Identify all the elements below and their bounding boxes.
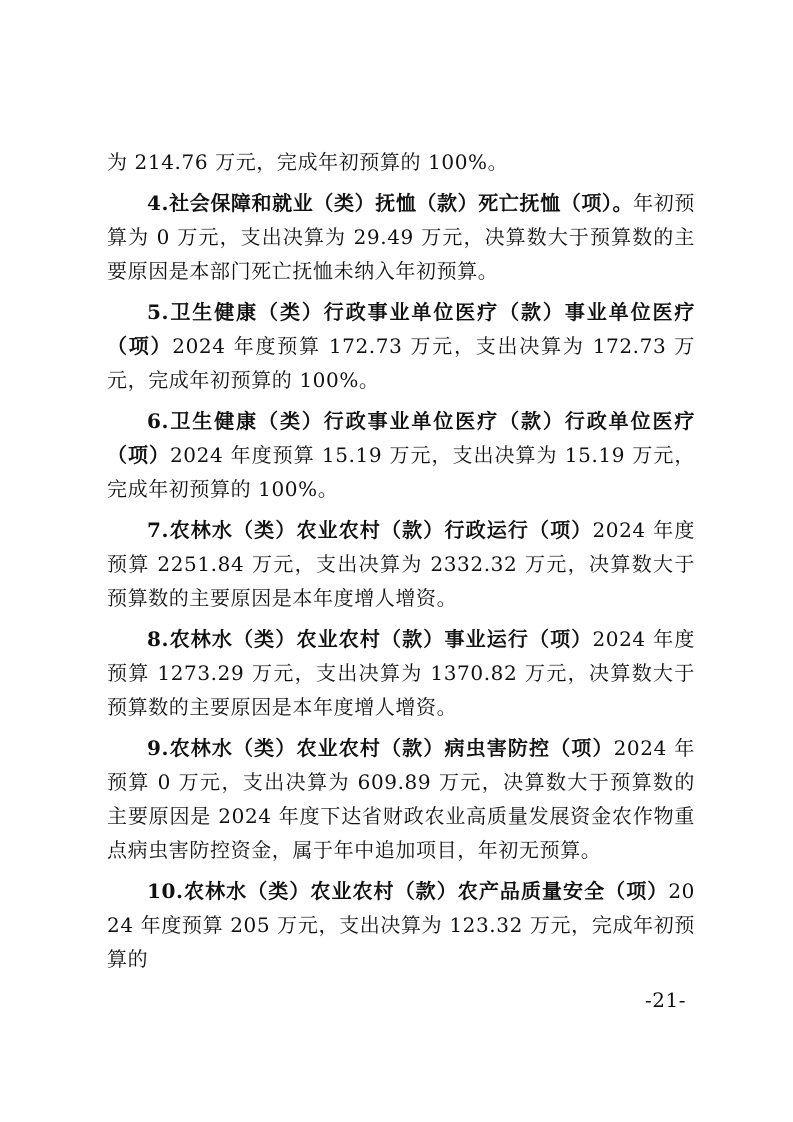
document-body — [107, 145, 695, 983]
paragraph-item-9 — [107, 731, 695, 867]
paragraph-heading: 7.农林水（类）农业农村（款）行政运行（项） — [147, 518, 593, 542]
paragraph-item-8 — [107, 622, 695, 724]
paragraph-text: 2024 年度预算 1273.29 万元，支出决算为 1370.82 万元，决算数大于预算数的主要原因是本年度增人增资。 — [107, 627, 695, 719]
paragraph-continuation — [107, 145, 695, 179]
paragraph-text: 2024 年预算 0 万元，支出决算为 609.89 万元，决算数大于预算数的主要原因是 2024 年度下达省财政农业高质量发展资金农作物重点病虫害防控资金，属于年中追加项目，年初无预算。 — [107, 736, 695, 862]
paragraph-item-6 — [107, 404, 695, 506]
paragraph-text: 2024 年度预算 15.19 万元，支出决算为 15.19 万元，完成年初预算的 100%。 — [107, 443, 695, 501]
paragraph-heading: 5.卫生健康（类）行政事业单位医疗（款）事业单位医疗（项） — [107, 300, 695, 358]
paragraph-text: 为 214.76 万元，完成年初预算的 100%。 — [107, 150, 509, 174]
paragraph-item-7 — [107, 513, 695, 615]
paragraph-heading: 10.农林水（类）农业农村（款）农产品质量安全（项） — [147, 879, 669, 903]
paragraph-heading: 4.社会保障和就业（类）抚恤（款）死亡抚恤（项）。 — [147, 191, 634, 215]
paragraph-item-4 — [107, 186, 695, 288]
paragraph-text: 2024 年度预算 2251.84 万元，支出决算为 2332.32 万元，决算数大于预算数的主要原因是本年度增人增资。 — [107, 518, 695, 610]
paragraph-heading: 6.卫生健康（类）行政事业单位医疗（款）行政单位医疗（项） — [107, 409, 695, 467]
paragraph-heading: 9.农林水（类）农业农村（款）病虫害防控（项） — [147, 736, 614, 760]
paragraph-item-5 — [107, 295, 695, 397]
paragraph-item-10 — [107, 874, 695, 976]
page-number: -21- — [645, 988, 686, 1012]
paragraph-text: 2024 年度预算 205 万元，支出决算为 123.32 万元，完成年初预算的 — [107, 879, 695, 971]
paragraph-text: 年初预算为 0 万元，支出决算为 29.49 万元，决算数大于预算数的主要原因是本部门死亡抚恤未纳入年初预算。 — [107, 191, 695, 283]
paragraph-text: 2024 年度预算 172.73 万元，支出决算为 172.73 万元，完成年初预算的 100%。 — [107, 334, 695, 392]
paragraph-heading: 8.农林水（类）农业农村（款）事业运行（项） — [147, 627, 593, 651]
